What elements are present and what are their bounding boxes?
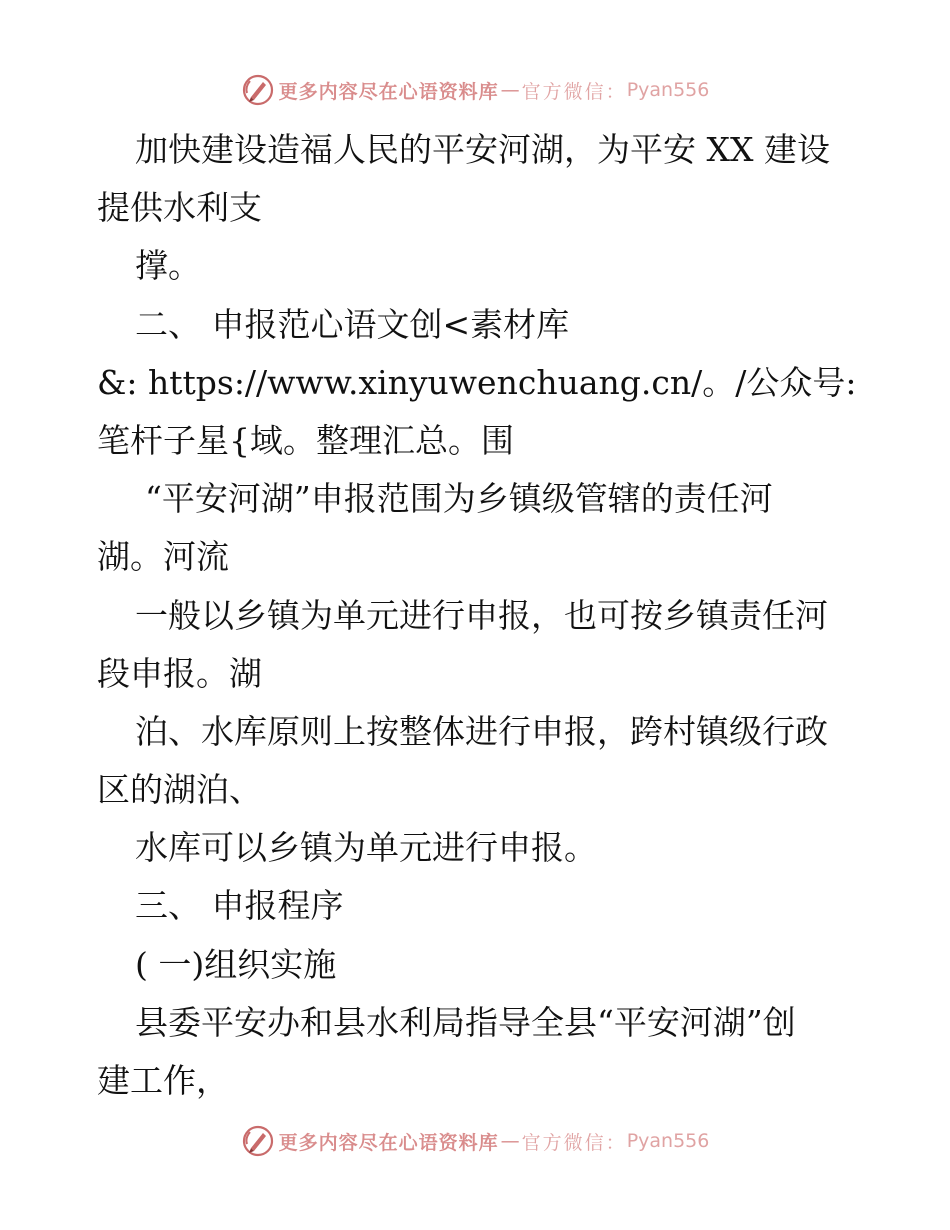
body-line: 水库可以乡镇为单元进行申报。 xyxy=(135,828,597,868)
subsection-heading: ( 一)组织实施 xyxy=(135,944,337,984)
pen-logo-icon xyxy=(241,1124,275,1158)
body-line: 区的湖泊、 xyxy=(97,770,262,810)
body-line: “平安河湖”申报范围为乡镇级管辖的责任河 xyxy=(145,479,773,519)
section-heading: 三、 申报程序 xyxy=(135,886,344,926)
banner-wechat-id: Pyan556 xyxy=(626,79,710,101)
body-line: 段申报。湖 xyxy=(97,653,262,693)
body-line: 泊、水库原则上按整体进行申报，跨村镇级行政 xyxy=(135,711,828,751)
body-line: 一般以乡镇为单元进行申报，也可按乡镇责任河 xyxy=(135,595,828,635)
body-line: 提供水利支 xyxy=(97,188,262,228)
document-body xyxy=(97,121,857,1110)
banner-separator: — xyxy=(500,1130,520,1152)
body-line: 湖。河流 xyxy=(97,537,229,577)
banner-wechat-label: 官方微信： xyxy=(521,1131,627,1154)
body-line: 笔杆子星{域。整理汇总。围 xyxy=(97,420,514,460)
header-banner xyxy=(0,70,950,110)
body-line: 加快建设造福人民的平安河湖，为平安 XX 建设 xyxy=(135,130,830,169)
section-heading: 二、 申报范心语文创<素材库 xyxy=(135,304,570,344)
banner-separator: — xyxy=(500,79,520,101)
body-line: 撑。 xyxy=(135,246,201,286)
body-line: 县委平安办和县水利局指导全县“平安河湖”创 xyxy=(135,1002,796,1042)
pen-logo-icon xyxy=(241,73,275,107)
banner-brand-text: 更多内容尽在心语资料库 xyxy=(278,80,499,103)
body-line: 建工作， xyxy=(97,1061,229,1100)
banner-brand-text: 更多内容尽在心语资料库 xyxy=(278,1131,499,1154)
body-line: &: https://www.xinyuwenchuang.cn/。/公众号: xyxy=(97,362,857,402)
banner-wechat-id: Pyan556 xyxy=(626,1130,710,1152)
banner-wechat-label: 官方微信： xyxy=(521,80,627,103)
footer-banner xyxy=(0,1121,950,1161)
